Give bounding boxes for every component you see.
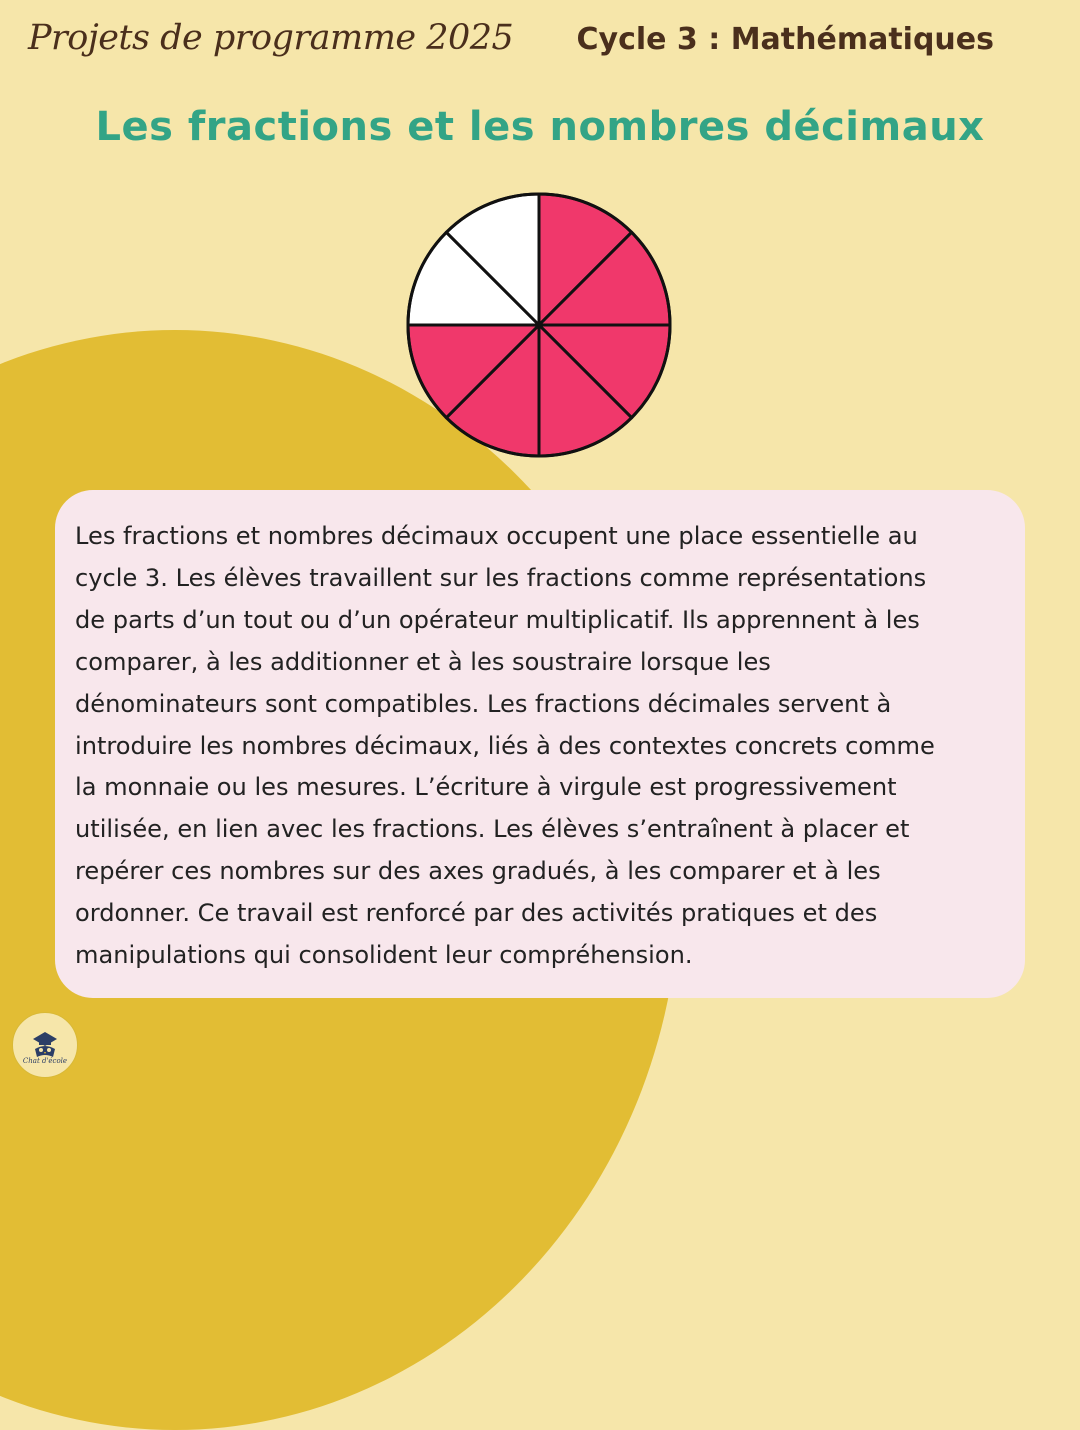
body-line: Les fractions et nombres décimaux occupent une place essentielle au [75,522,918,550]
body-line: utilisée, en lien avec les fractions. Les élèves s’entraînent à placer et [75,815,910,844]
header-program-label: Projets de programme 2025 [28,18,514,58]
body-line: la monnaie ou les mesures. L’écriture à virgule est progressivement [75,773,897,802]
body-line: comparer, à les additionner et à les soustraire lorsque les [75,647,771,676]
body-line: dénominateurs sont compatibles. Les fractions décimales servent à [75,689,892,718]
body-line: de parts d’un tout ou d’un opérateur multiplicatif. Ils apprennent à les [75,605,920,634]
page-title: Les fractions et les nombres décimaux [95,104,985,150]
brand-logo [12,1012,78,1078]
body-line: repérer ces nombres sur des axes gradués, à les comparer et à les [75,857,881,886]
header-subject-label: Cycle 3 : Mathématiques [576,22,994,57]
body-paragraph [75,516,1005,977]
owl-graduation-cap-icon [13,1013,77,1077]
text-card [55,490,1025,998]
body-line: cycle 3. Les élèves travaillent sur les fractions comme représentations [75,563,927,592]
body-line: ordonner. Ce travail est renforcé par des activités pratiques et des [75,899,878,928]
body-line: introduire les nombres décimaux, liés à des contextes concrets comme [75,731,935,760]
fraction-pie-illustration [404,190,674,460]
body-line: manipulations qui consolident leur compréhension. [75,941,693,970]
logo-text: Chat d'école [22,1057,68,1065]
